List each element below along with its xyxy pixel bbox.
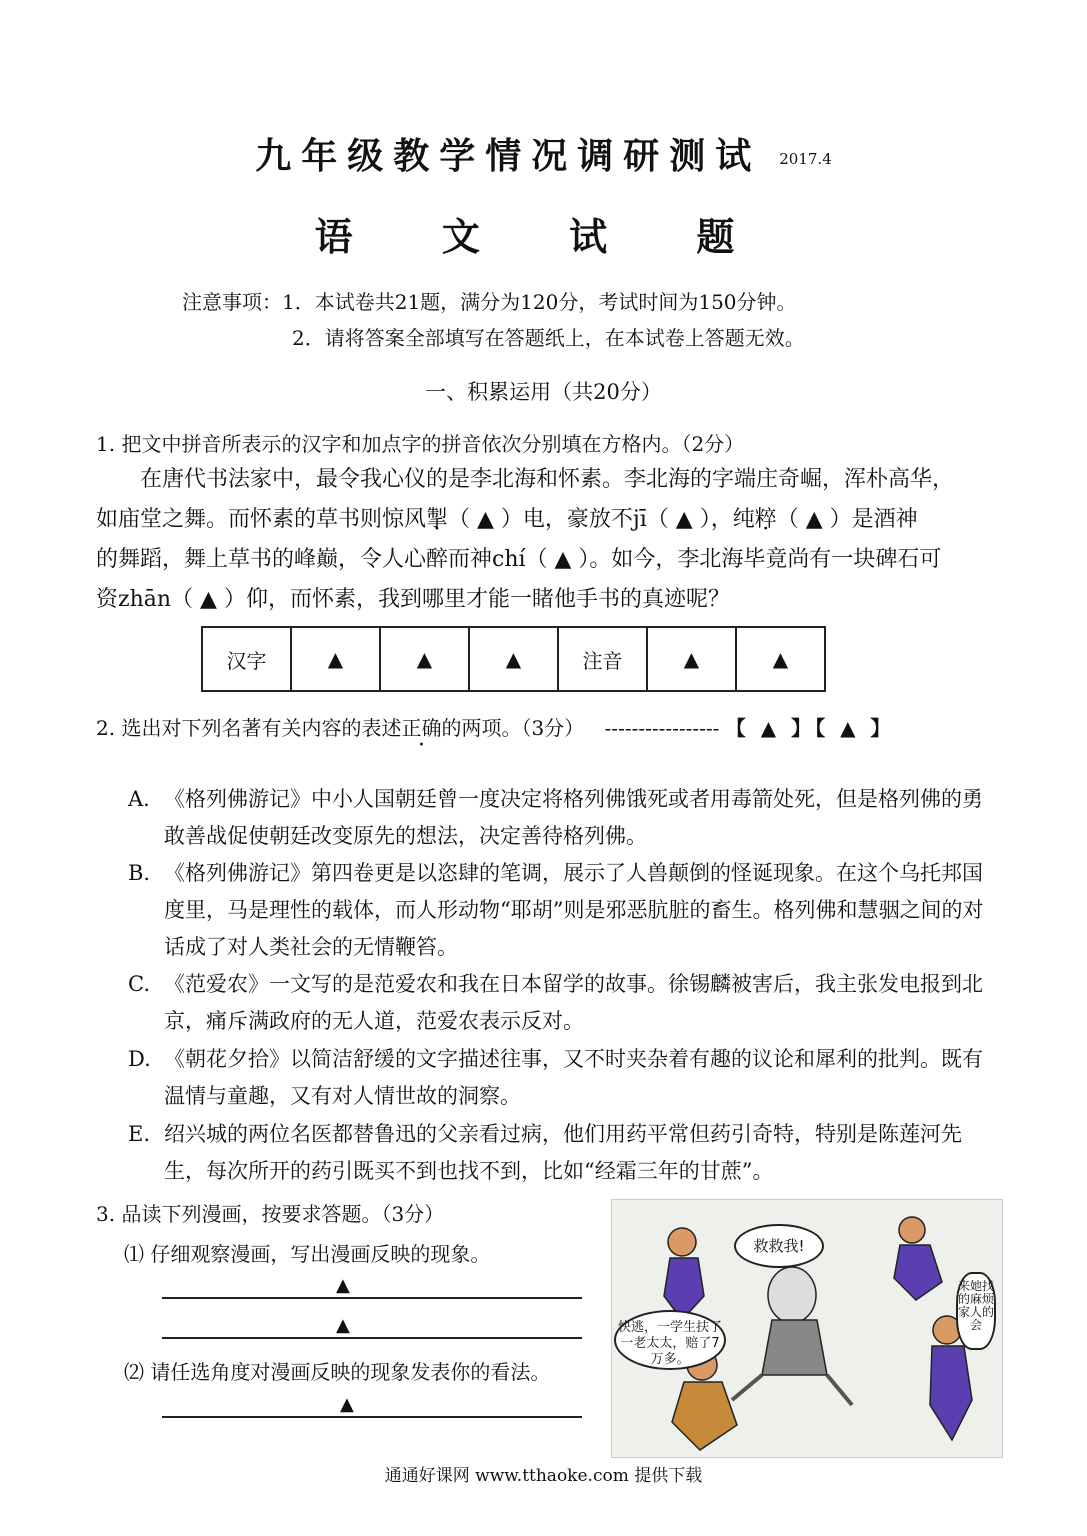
- exam-title: [0, 128, 1087, 179]
- speech-bubble-warning: 快逃，一学生扶了一老太太，赔了7万多。: [614, 1310, 726, 1370]
- notes-label: 注意事项：: [182, 290, 282, 314]
- q1-passage: [96, 460, 996, 620]
- option-text: 《范爱农》一文写的是范爱农和我在日本留学的故事。徐锡麟被害后，我主张发电报到北京，痛斥满政府的无人道，范爱农表示反对。: [164, 972, 983, 1033]
- q2-answer-brackets[interactable]: 【 ▲ 】【 ▲ 】: [725, 716, 895, 740]
- q2-prompt: [96, 712, 894, 741]
- table-cell-blank[interactable]: ▲: [291, 627, 380, 691]
- q1-dotted-char-1: 掣: [426, 507, 449, 532]
- option-label: D.: [128, 1047, 151, 1071]
- q3-prompt: 3. 品读下列漫画，按要求答题。（3分）: [96, 1202, 445, 1226]
- answer-blank-marker: ▲: [340, 1394, 354, 1415]
- exam-date: 2017.4: [779, 150, 832, 168]
- table-cell-blank[interactable]: ▲: [380, 627, 469, 691]
- speech-bubble-side: 来她找的麻烦家人的会: [956, 1272, 996, 1350]
- exam-subtitle: 语 文 试 题: [314, 214, 773, 259]
- q1-line-4: 资zhān（ ▲ ）仰，而怀素，我到哪里才能一睹他手书的真迹呢？: [96, 587, 730, 612]
- table-cell-blank[interactable]: ▲: [469, 627, 558, 691]
- q1-prompt: 1. 把文中拼音所表示的汉字和加点字的拼音依次分别填在方格内。（2分）: [96, 432, 745, 456]
- q2-dashes: -----------------: [604, 716, 720, 740]
- q1-line-2-part-a: 如庙堂之舞。而怀素的草书则惊风: [96, 507, 427, 532]
- option-text: 绍兴城的两位名医都替鲁迅的父亲看过病，他们用药平常但药引奇特，特别是陈莲河先生，每次所开的药引既买不到也找不到，比如“经霜三年的甘蔗”。: [164, 1122, 962, 1183]
- answer-blank-marker: ▲: [336, 1275, 350, 1296]
- table-cell-hanzi-label: 汉字: [202, 627, 291, 691]
- q3-cartoon: [611, 1199, 1003, 1458]
- answer-line[interactable]: [162, 1337, 582, 1339]
- q2-option-d: [128, 1041, 998, 1115]
- q1-line-1: 在唐代书法家中，最令我心仪的是李北海和怀素。李北海的字端庄奇崛，浑朴高华，: [140, 467, 955, 492]
- q2-prompt-part-b: 的两项。（3分）: [441, 716, 585, 740]
- option-label: A.: [128, 787, 150, 811]
- table-cell-zhuyin-label: 注音: [558, 627, 647, 691]
- option-text: 《朝花夕拾》以简洁舒缓的文字描述往事，又不时夹杂着有趣的议论和犀利的批判。既有温情与童趣，又有对人情世故的洞察。: [164, 1047, 983, 1108]
- notes-item-1: 1．本试卷共21题，满分为120分，考试时间为150分钟。: [282, 290, 797, 314]
- answer-line[interactable]: [162, 1297, 582, 1299]
- q2-option-e: [128, 1116, 998, 1190]
- option-label: C.: [128, 972, 150, 996]
- speech-bubble-help: 救救我!: [734, 1224, 824, 1268]
- q1-line-2-part-c: （ ▲ ）是酒神: [776, 507, 918, 532]
- q2-option-a: [128, 781, 998, 855]
- q1-line-2: [96, 500, 996, 540]
- q1-dotted-char-2: 粹: [754, 507, 777, 532]
- option-label: E.: [128, 1122, 151, 1146]
- answer-line[interactable]: [162, 1416, 582, 1418]
- q1-line-3: 的舞蹈，舞上草书的峰巅，令人心醉而神chí（ ▲ ）。如今，李北海毕竟尚有一块碑石可: [96, 547, 942, 572]
- exam-title-text: 九年级教学情况调研测试: [255, 135, 762, 177]
- q3-sub-2: ⑵ 请任选角度对漫画反映的现象发表你的看法。: [124, 1360, 551, 1384]
- q1-line-2-part-b: （ ▲ ）电，豪放不jī（ ▲ ），纯: [448, 507, 755, 532]
- option-text: 《格列佛游记》第四卷更是以恣肆的笔调，展示了人兽颠倒的怪诞现象。在这个乌托邦国度里，马是理性的载体，而人形动物“耶胡”则是邪恶肮脏的畜生。格列佛和慧骃之间的对话成了对人类社会的无情鞭笞。: [164, 861, 984, 959]
- answer-blank-marker: ▲: [336, 1315, 350, 1336]
- q2-prompt-part-a: 2. 选出对下列名著有关内容的表述: [96, 716, 402, 740]
- q2-dotted-word: 正确: [401, 716, 442, 740]
- section-heading: 一、积累运用（共20分）: [425, 380, 662, 404]
- table-cell-blank[interactable]: ▲: [736, 627, 825, 691]
- notes-item-2: 2．请将答案全部填写在答题纸上，在本试卷上答题无效。: [292, 326, 805, 350]
- q1-answer-table: [201, 626, 826, 692]
- page-footer: 通通好课网 www.tthaoke.com 提供下载: [384, 1466, 703, 1486]
- q2-option-c: [128, 966, 998, 1040]
- q2-option-b: [128, 855, 998, 966]
- notes-line-1: [182, 286, 797, 315]
- q3-sub-1: ⑴ 仔细观察漫画，写出漫画反映的现象。: [124, 1242, 491, 1266]
- option-text: 《格列佛游记》中小人国朝廷曾一度决定将格列佛饿死或者用毒箭处死，但是格列佛的勇敢善战促使朝廷改变原先的想法，决定善待格列佛。: [164, 787, 983, 848]
- table-cell-blank[interactable]: ▲: [647, 627, 736, 691]
- option-label: B.: [128, 861, 151, 885]
